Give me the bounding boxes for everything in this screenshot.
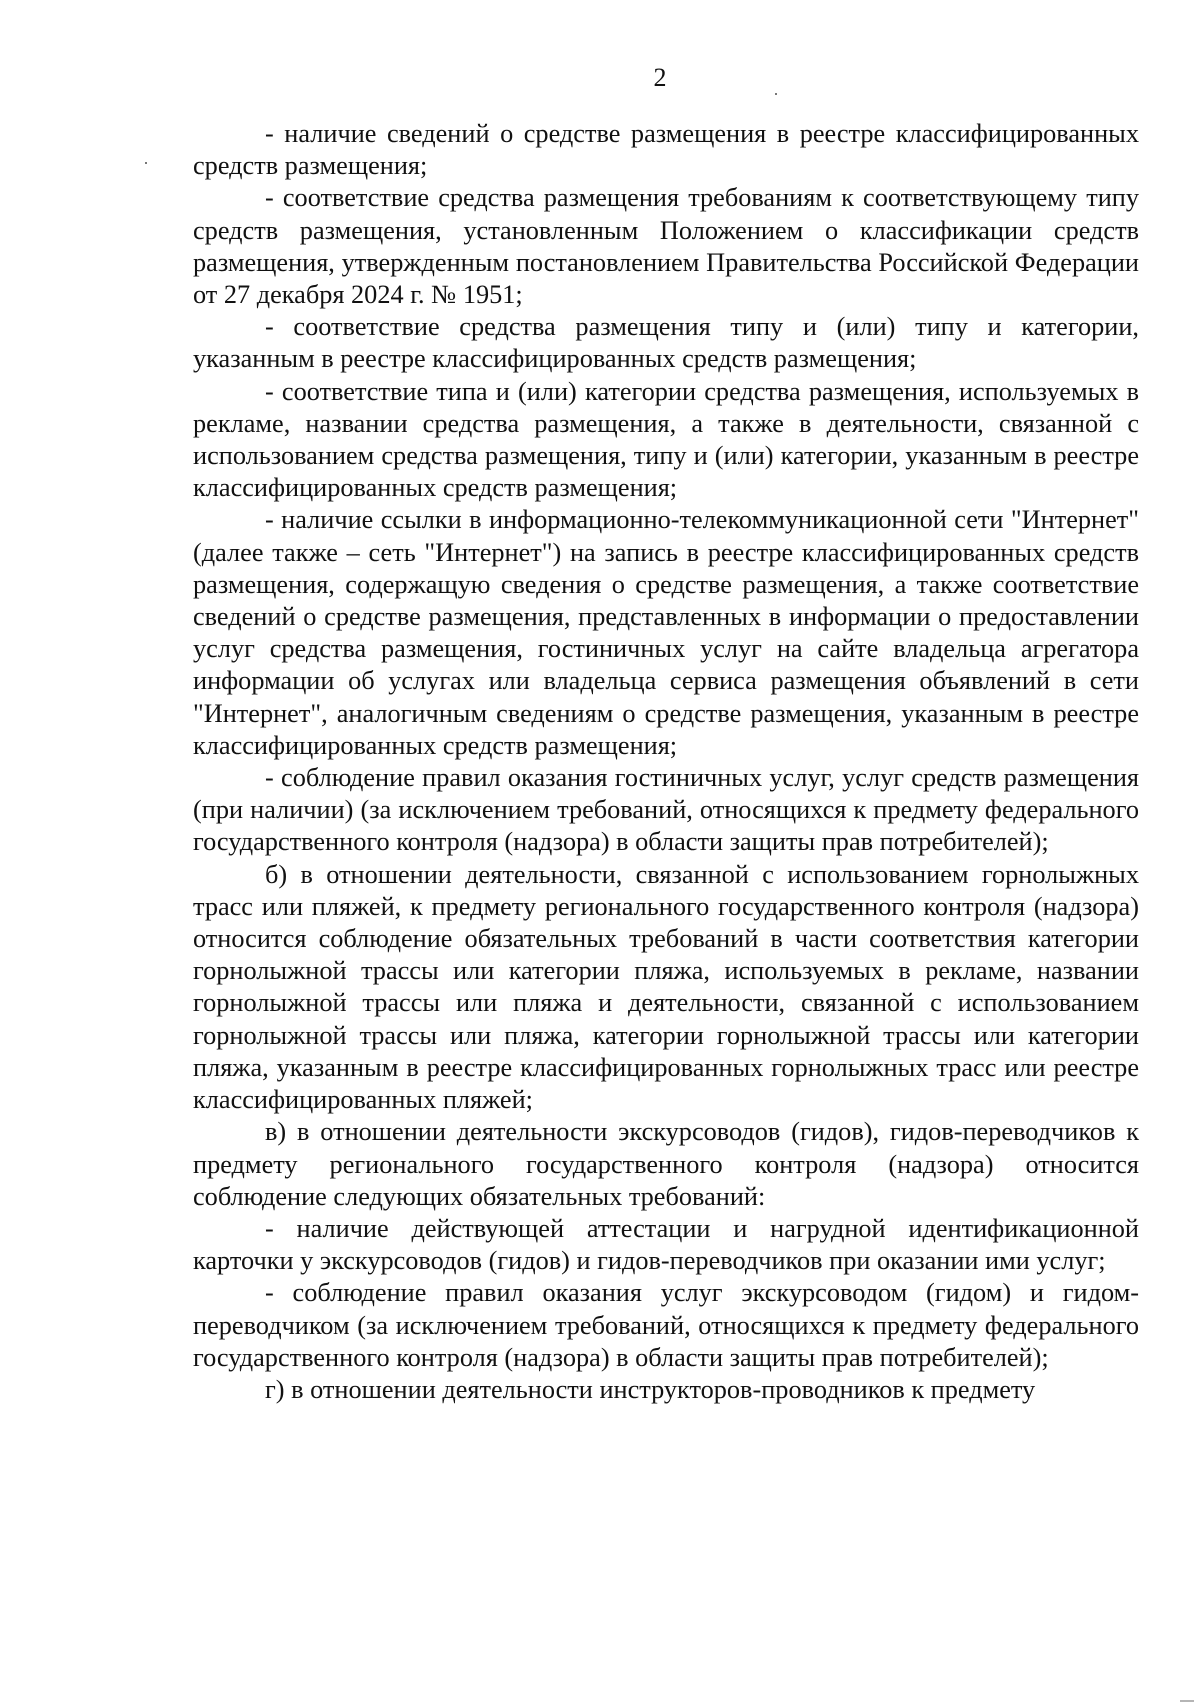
list-item-guide-service-rules: - соблюдение правил оказания услуг экскурсоводом (гидом) и гидом-переводчиком (за исключением требований, относящихся к предмету федерального государственного контроля (надзора) в области защиты прав потребителей); [193, 1278, 1139, 1372]
scan-speck [775, 93, 777, 95]
list-item-type-category-match: - соответствие средства размещения типу и (или) типу и категории, указанным в реестре классифицированных средств размещения; [193, 312, 1139, 374]
scan-edge-mark [1180, 1700, 1194, 1702]
clause-b-ski-trails-beaches: б) в отношении деятельности, связанной с использованием горнолыжных трасс или пляжей, к предмету регионального государственного контроля (надзора) относится соблюдение обязательных требований в части соответствия категории горнолыжной трассы или категории пляжа, используемых в рекламе, названии горнолыжной трассы или пляжа и деятельности, связанной с использованием горнолыжной трассы или пляжа, категории горнолыжной трассы или категории пляжа, указанным в реестре классифицированных горнолыжных трасс или реестре классифицированных пляжей; [193, 859, 1139, 1115]
list-item-advertising-match: - соответствие типа и (или) категории средства размещения, используемых в рекламе, названии средства размещения, а также в деятельности, связанной с использованием средства размещения, типу и (или) категории, указанным в реестре классифицированных средств размещения; [193, 376, 1139, 503]
list-item-hotel-service-rules: - соблюдение правил оказания гостиничных услуг, услуг средств размещения (при наличии) (за исключением требований, относящихся к предмету федерального государственного контроля (надзора) в области защиты прав потребителей); [193, 763, 1139, 857]
list-item-internet-link: - наличие ссылки в информационно-телекоммуникационной сети "Интернет" (далее также – сеть "Интернет") на запись в реестре классифицированных средств размещения, содержащую сведения о средстве размещения, а также соответствие сведений о средстве размещения, представленных в информации о предоставлении услуг средства размещения, гостиничных услуг на сайте владельца агрегатора информации об услугах или владельца сервиса размещения объявлений в сети "Интернет", аналогичным сведениям о средстве размещения, указанным в реестре классифицированных средств размещения; [193, 505, 1139, 760]
list-item-registry-info: - наличие сведений о средстве размещения в реестре классифицированных средств размещения; [193, 119, 1139, 181]
document-body [193, 118, 1139, 1406]
clause-g-instructors: г) в отношении деятельности инструкторов-проводников к предмету [265, 1374, 1036, 1404]
scan-speck [145, 162, 147, 164]
page-number: 2 [653, 63, 667, 92]
clause-v-guides: в) в отношении деятельности экскурсоводов (гидов), гидов-переводчиков к предмету регионального государственного контроля (надзора) относится соблюдение следующих обязательных требований: [193, 1117, 1139, 1211]
list-item-guide-attestation: - наличие действующей аттестации и нагрудной идентификационной карточки у экскурсоводов (гидов) и гидов-переводчиков при оказании ими услуг; [193, 1213, 1139, 1276]
list-item-type-requirements: - соответствие средства размещения требованиям к соответствующему типу средств размещения, установленным Положением о классификации средств размещения, утвержденным постановлением Правительства Российской Федерации от 27 декабря 2024 г. № 1951; [193, 183, 1139, 310]
